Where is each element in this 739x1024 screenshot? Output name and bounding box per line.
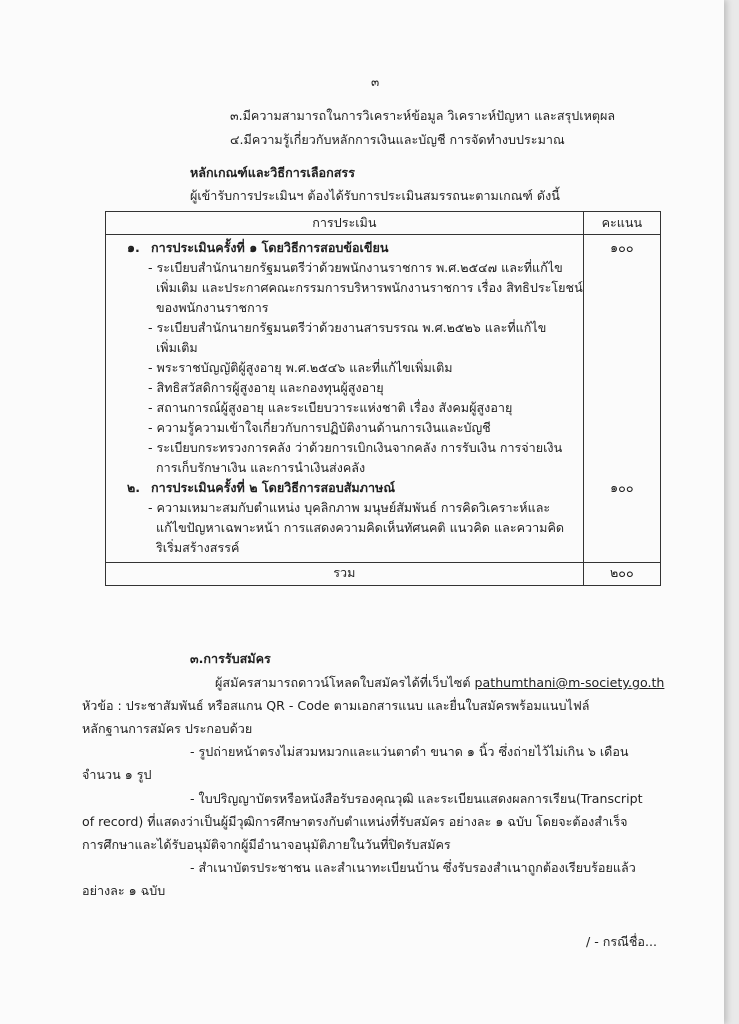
list-item-cont: เพิ่มเติม และประกาศคณะกรรมการบริหารพนักงานราชการ เรื่อง สิทธิประโยชน์ [156, 280, 583, 295]
bullet-photo-cont: จำนวน ๑ รูป [82, 767, 152, 782]
bullet-degree-cont: of record) ที่แสดงว่าเป็นผู้มีวุฒิการศึกษาตรงกับตำแหน่งที่รับสมัคร อย่างละ ๑ ฉบับ โดยจะต้องสำเร็จ [82, 814, 628, 829]
criteria-table [105, 211, 661, 586]
apply-heading: ๓.การรับสมัคร [190, 651, 271, 666]
list-item: - พระราชบัญญัติผู้สูงอายุ พ.ศ.๒๕๔๖ และที่แก้ไขเพิ่มเติม [148, 360, 453, 375]
header-score: คะแนน [583, 212, 660, 235]
criteria-subheading: ผู้เข้ารับการประเมินฯ ต้องได้รับการประเมินสมรรถนะตามเกณฑ์ ดังนี้ [190, 188, 560, 203]
score-section-1: ๑๐๐ [610, 240, 634, 255]
total-label: รวม [106, 563, 584, 586]
list-item: - สถานการณ์ผู้สูงอายุ และระเบียบวาระแห่งชาติ เรื่อง สังคมผู้สูงอายุ [148, 400, 513, 415]
bullet-id-card-cont: อย่างละ ๑ ฉบับ [82, 883, 166, 898]
list-item: - ความรู้ความเข้าใจเกี่ยวกับการปฏิบัติงานด้านการเงินและบัญชี [148, 420, 491, 435]
table-header-row [106, 212, 661, 235]
list-item-cont: ริเริ่มสร้างสรรค์ [156, 540, 240, 555]
bullet-degree-cont-2: การศึกษาและได้รับอนุมัติจากผู้มีอำนาจอนุมัติภายในวันที่ปิดรับสมัคร [82, 837, 451, 852]
score-section-2: ๑๐๐ [610, 480, 634, 495]
continue-marker: / - กรณีชื่อ... [586, 934, 657, 949]
bullet-degree: - ใบปริญญาบัตรหรือหนังสือรับรองคุณวุฒิ และระเบียนแสดงผลการเรียน(Transcript [190, 791, 643, 806]
total-row [106, 563, 661, 586]
total-score: ๒๐๐ [583, 563, 660, 586]
intro-line-4: ๔.มีความรู้เกี่ยวกับหลักการเงินและบัญชี การจัดทำงบประมาณ [230, 132, 565, 147]
apply-line-3: หลักฐานการสมัคร ประกอบด้วย [82, 721, 253, 736]
table-row [106, 235, 661, 563]
section-title: ๑. การประเมินครั้งที่ ๑ โดยวิธีการสอบข้อเขียน [127, 240, 389, 255]
evaluation-cell [106, 235, 584, 563]
list-item: - ระเบียบสำนักนายกรัฐมนตรีว่าด้วยงานสารบรรณ พ.ศ.๒๕๒๖ และที่แก้ไข [148, 320, 547, 335]
apply-line-1: ผู้สมัครสามารถดาวน์โหลดใบสมัครได้ที่เว็บไซต์ pathumthani@m-society.go.th [215, 675, 665, 690]
bullet-photo: - รูปถ่ายหน้าตรงไม่สวมหมวกและแว่นตาดำ ขนาด ๑ นิ้ว ซึ่งถ่ายไว้ไม่เกิน ๖ เดือน [190, 744, 629, 759]
criteria-heading: หลักเกณฑ์และวิธีการเลือกสรร [190, 165, 355, 180]
list-item-cont: การเก็บรักษาเงิน และการนำเงินส่งคลัง [156, 460, 366, 475]
list-item-cont: แก้ไขปัญหาเฉพาะหน้า การแสดงความคิดเห็นทัศนคติ แนวคิด และความคิด [156, 520, 565, 535]
list-item: - ระเบียบสำนักนายกรัฐมนตรีว่าด้วยพนักงานราชการ พ.ศ.๒๕๔๗ และที่แก้ไข [148, 260, 563, 275]
list-item-cont: เพิ่มเติม [156, 340, 198, 355]
section-title: ๒. การประเมินครั้งที่ ๒ โดยวิธีการสอบสัมภาษณ์ [127, 480, 396, 495]
page-number: ๓ [371, 75, 380, 89]
bullet-id-card: - สำเนาบัตรประชาชน และสำเนาทะเบียนบ้าน ซึ่งรับรองสำเนาถูกต้องเรียบร้อยแล้ว [190, 860, 636, 875]
list-item: - สิทธิสวัสดิการผู้สูงอายุ และกองทุนผู้สูงอายุ [148, 380, 384, 395]
apply-line-2: หัวข้อ : ประชาสัมพันธ์ หรือสแกน QR - Code ตามเอกสารแนบ และยื่นใบสมัครพร้อมแนบไฟล์ [82, 698, 590, 713]
list-item: - ระเบียบกระทรวงการคลัง ว่าด้วยการเบิกเงินจากคลัง การรับเงิน การจ่ายเงิน [148, 440, 563, 455]
list-item: - ความเหมาะสมกับตำแหน่ง บุคลิกภาพ มนุษย์สัมพันธ์ การคิดวิเคราะห์และ [148, 500, 551, 515]
list-item-cont: ของพนักงานราชการ [156, 300, 269, 315]
website-link[interactable]: pathumthani@m-society.go.th [474, 675, 665, 690]
intro-line-3: ๓.มีความสามารถในการวิเคราะห์ข้อมูล วิเคราะห์ปัญหา และสรุปเหตุผล [230, 108, 616, 123]
header-evaluation: การประเมิน [106, 212, 584, 235]
score-cell [583, 235, 660, 563]
